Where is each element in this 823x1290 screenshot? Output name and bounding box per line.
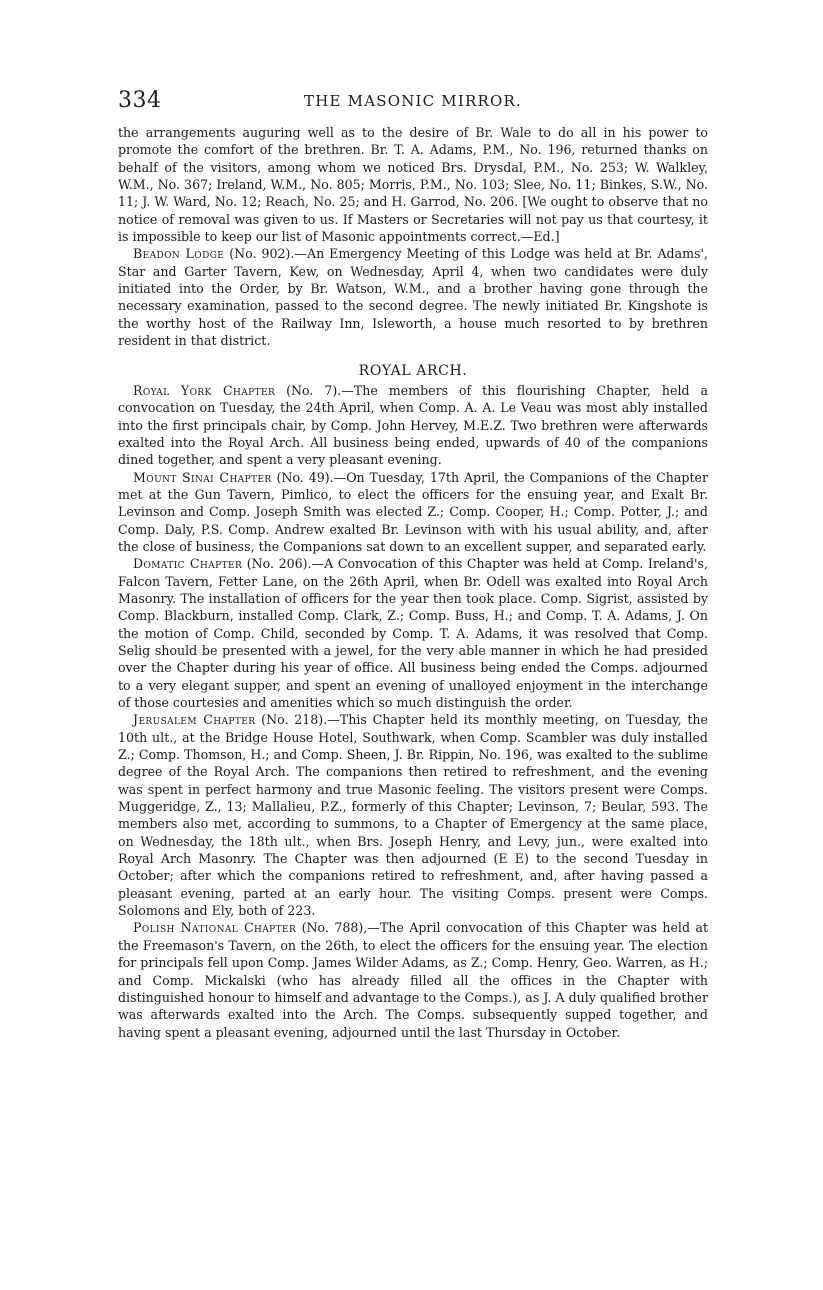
polish-national-paragraph xyxy=(118,919,708,1040)
paragraph-lead: Domatic Chapter xyxy=(133,556,243,572)
royal-york-paragraph xyxy=(118,382,708,469)
beadon-lodge-paragraph xyxy=(118,245,708,349)
page-header xyxy=(118,88,708,118)
article-body xyxy=(118,124,708,1041)
page-number: 334 xyxy=(118,88,162,113)
mount-sinai-paragraph xyxy=(118,469,708,556)
paragraph-lead: Royal York Chapter xyxy=(133,382,276,398)
paragraph-text: (No. 788),—The April convocation of this Chapter was held at the Freemason's Tavern, on the 26th, to elect the officers for the ensuing year. The election for principals fell upon Comp. James Wilder Adams, as Z.; Comp. Henry, Geo. Warren, as H.; and Comp. Mickalski (who has already filled all the offices in the Chapter with distinguished honour to himself and advantage to the Comps.), as J. A duly qualified brother was afterwards exalted into the Arch. The Comps. subsequently supped together, and having spent a pleasant evening, adjourned until the last Thursday in October. xyxy=(118,920,709,1040)
jerusalem-paragraph xyxy=(118,711,708,919)
paragraph-lead: Mount Sinai Chapter xyxy=(133,469,272,485)
paragraph-text: (No. 49).—On Tuesday, 17th April, the Companions of the Chapter met at the Gun Tavern, Pimlico, to elect the officers for the ensuing year, and Exalt Br. Levinson and Comp. Joseph Smith was elected Z.; Comp. Cooper, H.; Comp. Potter, J.; and Comp. Daly, P.S. Comp. Andrew exalted Br. Levinson with with his usual ability, and, after the close of business, the Companions sat down to an excellent supper, and separated early. xyxy=(118,469,708,554)
running-head: THE MASONIC MIRROR. xyxy=(304,92,522,110)
paragraph-text: (No. 206).—A Convocation of this Chapter was held at Comp. Ireland's, Falcon Tavern, Fetter Lane, on the 26th April, when Br. Odell was exalted into Royal Arch Masonry. The installation of officers for the year then took place. Comp. Sigrist, assisted by Comp. Blackburn, installed Comp. Clark, Z.; Comp. Buss, H.; and Comp. T. A. Adams, J. On the motion of Comp. Child, seconded by Comp. T. A. Adams, it was resolved that Comp. Selig should be presented with a jewel, for the very able manner in which he had presided over the Chapter during his year of office. All business being ended the Comps. adjourned to a very elegant supper, and spent an evening of unalloyed enjoyment in the interchange of those courtesies and amenities which so much distinguish the order. xyxy=(118,556,708,710)
paragraph-lead: Beadon Lodge xyxy=(133,246,225,262)
paragraph-text: (No. 902).—An Emergency Meeting of this Lodge was held at Br. Adams', Star and Garter Tavern, Kew, on Wednesday, April 4, when two candidates were duly initiated into the Order, by Br. Watson, W.M., and a brother having gone through the necessary examination, passed to the second degree. The newly initiated Br. Kingshote is the worthy host of the Railway Inn, Isleworth, a house much resorted to by brethren resident in that district. xyxy=(118,246,708,349)
paragraph-text: (No. 7).—The members of this flourishing Chapter, held a convocation on Tuesday, the 24th April, when Comp. A. A. Le Veau was most ably installed into the first principals chair, by Comp. John Hervey, M.E.Z. Two brethren were afterwards exalted into the Royal Arch. All business being ended, upwards of 40 of the companions dined together, and spent a very pleasant evening. xyxy=(118,382,708,468)
paragraph-lead: Polish National Chapter xyxy=(133,920,297,936)
section-heading: ROYAL ARCH. xyxy=(358,363,468,380)
paragraph-text: (No. 218).—This Chapter held its monthly meeting, on Tuesday, the 10th ult., at the Bridge House Hotel, Southwark, when Comp. Scambler was duly installed Z.; Comp. Thomson, H.; and Comp. Sheen, J. Br. Rippin, No. 196, was exalted to the sublime degree of the Royal Arch. The companions then retired to refreshment, and the evening was spent in perfect harmony and true Masonic feeling. The visitors present were Comps. Muggeridge, Z., 13; Mallalieu, P.Z., formerly of this Chapter; Levinson, 7; Beular, 593. The members also met, according to summons, to a Chapter of Emergency at the same place, on Wednesday, the 18th ult., when Brs. Joseph Henry, and Levy, jun., were exalted into Royal Arch Masonry. The Chapter was then adjourned (E E) to the second Tuesday in October; after which the companions retired to refreshment, and, after having passed a pleasant evening, parted at an early hour. The visiting Comps. present were Comps. Solomons and Ely, both of 223. xyxy=(118,712,708,919)
domatic-paragraph xyxy=(118,555,708,711)
continuation-paragraph: the arrangements auguring well as to the desire of Br. Wale to do all in his power to promote the comfort of the brethren. Br. T. A. Adams, P.M., No. 196, returned thanks on behalf of the visitors, among whom we noticed Brs. Drysdal, P.M., No. 253; W. Walkley, W.M., No. 367; Ireland, W.M., No. 805; Morris, P.M., No. 103; Slee, No. 11; Binkes, S.W., No. 11; J. W. Ward, No. 12; Reach, No. 25; and H. Garrod, No. 206. [We ought to observe that no notice of removal was given to us. If Masters or Secretaries will not pay us that courtesy, it is impossible to keep our list of Masonic appointments correct.—Ed.] xyxy=(118,125,708,245)
paragraph-lead: Jerusalem Chapter xyxy=(133,712,256,728)
